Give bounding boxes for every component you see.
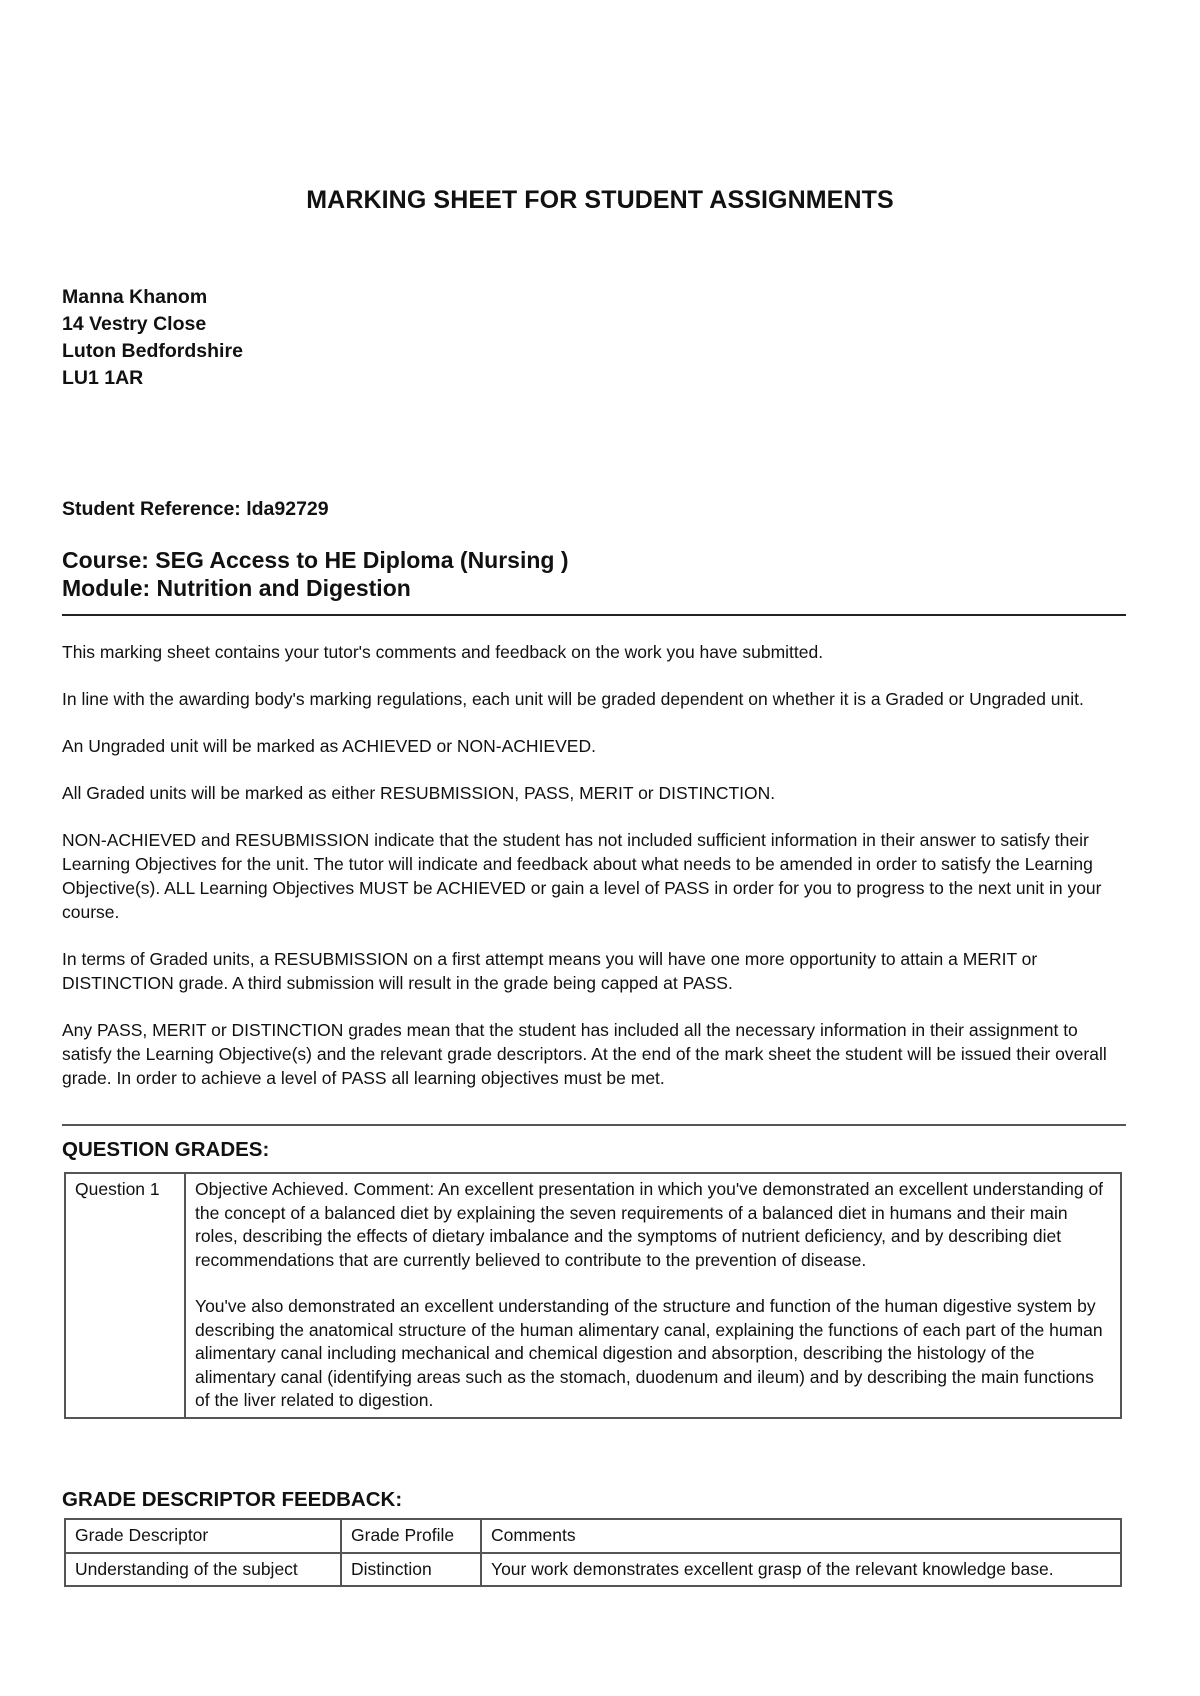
- intro-paragraph: NON-ACHIEVED and RESUBMISSION indicate that the student has not included sufficient information in their answer to satisfy their Learning Objectives for the unit. The tutor will indicate and feedback about what needs to be amended in order to satisfy the Learning Objective(s). ALL Learning Objectives MUST be ACHIEVED or gain a level of PASS in order for you to progress to the next unit in your course.: [62, 830, 1102, 922]
- intro-paragraph: All Graded units will be marked as either RESUBMISSION, PASS, MERIT or DISTINCTION.: [62, 783, 776, 803]
- grade-descriptor-table: [64, 1518, 1122, 1587]
- table-row: [65, 1553, 1121, 1587]
- intro-paragraph: This marking sheet contains your tutor's comments and feedback on the work you have submitted.: [62, 642, 824, 662]
- student-name: Manna Khanom: [62, 286, 208, 308]
- grade-descriptor-heading: GRADE DESCRIPTOR FEEDBACK:: [62, 1488, 403, 1511]
- comments-cell: Your work demonstrates excellent grasp of the relevant knowledge base.: [481, 1553, 1121, 1587]
- table-header-row: [65, 1519, 1121, 1553]
- grade-profile-cell: Distinction: [341, 1553, 481, 1587]
- comment-paragraph: Objective Achieved. Comment: An excellent presentation in which you've demonstrated an excellent understanding of the concept of a balanced diet by explaining the seven requirements of a balanced diet in humans and their main roles, describing the effects of dietary imbalance and the symptoms of nutrient deficiency, and by describing diet recommendations that are currently believed to contribute to the prevention of disease.: [195, 1179, 1104, 1270]
- section-divider: [62, 1124, 1126, 1126]
- question-grades-heading: QUESTION GRADES:: [62, 1138, 270, 1161]
- intro-paragraph: An Ungraded unit will be marked as ACHIEVED or NON-ACHIEVED.: [62, 736, 596, 756]
- intro-paragraph: Any PASS, MERIT or DISTINCTION grades mean that the student has included all the necessary information in their assignment to satisfy the Learning Objective(s) and the relevant grade descriptors. At the end of the mark sheet the student will be issued their overall grade. In order to achieve a level of PASS all learning objectives must be met.: [62, 1020, 1107, 1088]
- address-line-2: Luton Bedfordshire: [62, 340, 243, 362]
- module-name: Module: Nutrition and Digestion: [62, 575, 411, 601]
- student-address: [62, 284, 243, 392]
- intro-text: [62, 640, 1132, 1113]
- address-line-1: 14 Vestry Close: [62, 313, 207, 335]
- column-header: Comments: [481, 1519, 1121, 1553]
- question-comment: [185, 1173, 1121, 1418]
- intro-paragraph: In terms of Graded units, a RESUBMISSION on a first attempt means you will have one more opportunity to attain a MERIT or DISTINCTION grade. A third submission will result in the grade being capped at PASS.: [62, 949, 1038, 993]
- course-info: [62, 546, 569, 602]
- document-title: MARKING SHEET FOR STUDENT ASSIGNMENTS: [306, 186, 894, 214]
- column-header: Grade Profile: [341, 1519, 481, 1553]
- question-label: Question 1: [65, 1173, 185, 1418]
- column-header: Grade Descriptor: [65, 1519, 341, 1553]
- comment-paragraph: You've also demonstrated an excellent understanding of the structure and function of the human digestive system by describing the anatomical structure of the human alimentary canal, explaining the functions of each part of the human alimentary canal including mechanical and chemical digestion and absorption, describing the histology of the alimentary canal (identifying areas such as the stomach, duodenum and ileum) and by describing the main functions of the liver related to digestion.: [195, 1296, 1103, 1410]
- course-name: Course: SEG Access to HE Diploma (Nursing ): [62, 547, 569, 573]
- section-divider: [62, 614, 1126, 616]
- question-grades-table: [64, 1172, 1122, 1419]
- student-reference: Student Reference: lda92729: [62, 498, 329, 520]
- intro-paragraph: In line with the awarding body's marking regulations, each unit will be graded dependent on whether it is a Graded or Ungraded unit.: [62, 689, 1084, 709]
- address-postcode: LU1 1AR: [62, 367, 144, 389]
- grade-descriptor-cell: Understanding of the subject: [65, 1553, 341, 1587]
- table-row: [65, 1173, 1121, 1418]
